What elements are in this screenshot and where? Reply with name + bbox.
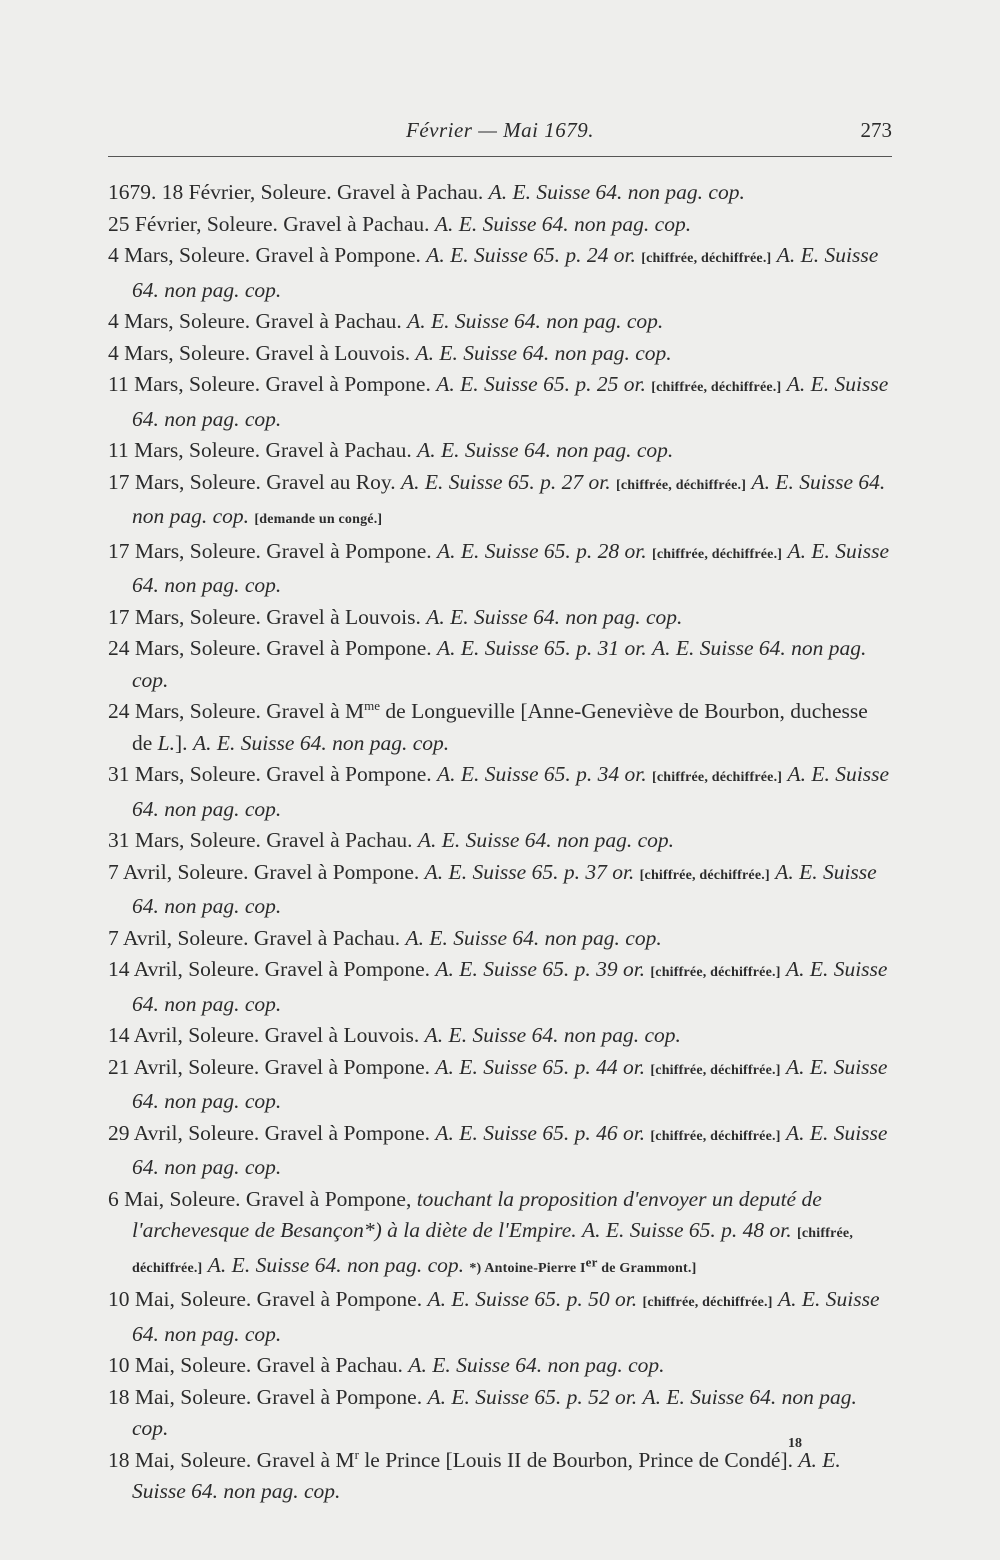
entry: 25 Février, Soleure. Gravel à Pachau. A. E. Suisse 64. non pag. cop. [108, 211, 692, 236]
entry: 1679. 18 Février, Soleure. Gravel à Pachau. A. E. Suisse 64. non pag. cop. [108, 180, 745, 204]
entry: 4 Mars, Soleure. Gravel à Pompone. A. E. Suisse 65. p. 24 or. [chiffrée, déchiffrée.] A. E. Suisse 64. non pag. cop. [108, 243, 879, 302]
entry: 17 Mars, Soleure. Gravel à Louvois. A. E. Suisse 64. non pag. cop. [108, 604, 683, 629]
entry: 4 Mars, Soleure. Gravel à Pachau. A. E. Suisse 64. non pag. cop. [108, 309, 664, 333]
entry: 10 Mai, Soleure. Gravel à Pompone. A. E. Suisse 65. p. 50 or. [chiffrée, déchiffrée.] A. E. Suisse 64. non pag. cop. [108, 1287, 880, 1346]
entry: 18 Mai, Soleure. Gravel à Pompone. A. E. Suisse 65. p. 52 or. A. E. Suisse 64. non pag. cop. [108, 1384, 857, 1440]
running-header [108, 118, 892, 152]
entry: 10 Mai, Soleure. Gravel à Pachau. A. E. Suisse 64. non pag. cop. [108, 1353, 665, 1377]
entry: 24 Mars, Soleure. Gravel à Pompone. A. E. Suisse 65. p. 31 or. A. E. Suisse 64. non pag. cop. [108, 636, 867, 692]
page-number: 273 [860, 118, 892, 142]
entry: 4 Mars, Soleure. Gravel à Louvois. A. E. Suisse 64. non pag. cop. [108, 340, 672, 365]
entry: 7 Avril, Soleure. Gravel à Pachau. A. E. Suisse 64. non pag. cop. [108, 925, 662, 950]
entry: 17 Mars, Soleure. Gravel au Roy. A. E. Suisse 65. p. 27 or. [chiffrée, déchiffrée.] A. E. Suisse 64. non pag. cop. [demande un congé.] [108, 469, 886, 528]
header-title: Février — Mai 1679. [406, 118, 594, 142]
entry: 31 Mars, Soleure. Gravel à Pompone. A. E. Suisse 65. p. 34 or. [chiffrée, déchiffrée.] A. E. Suisse 64. non pag. cop. [108, 762, 890, 821]
entry-list [108, 177, 892, 1508]
header-rule [108, 156, 892, 157]
entry: 7 Avril, Soleure. Gravel à Pompone. A. E. Suisse 65. p. 37 or. [chiffrée, déchiffrée.] A. E. Suisse 64. non pag. cop. [108, 859, 877, 918]
entry: 18 Mai, Soleure. Gravel à $M^r$ le Prince [Louis II de Bourbon, Prince de Condé]. A. E. Suisse 64. non pag. cop. [108, 1446, 841, 1503]
entry: 11 Mars, Soleure. Gravel à Pompone. A. E. Suisse 65. p. 25 or. [chiffrée, déchiffrée.] A. E. Suisse 64. non pag. cop. [108, 372, 889, 431]
entry: 17 Mars, Soleure. Gravel à Pompone. A. E. Suisse 65. p. 28 or. [chiffrée, déchiffrée.] A. E. Suisse 64. non pag. cop. [108, 538, 890, 597]
entry: 14 Avril, Soleure. Gravel à Louvois. A. E. Suisse 64. non pag. cop. [108, 1023, 681, 1047]
entry: 14 Avril, Soleure. Gravel à Pompone. A. E. Suisse 65. p. 39 or. [chiffrée, déchiffrée.] A. E. Suisse 64. non pag. cop. [108, 957, 888, 1016]
entry: 6 Mai, Soleure. Gravel à Pompone, touchant la proposition d'envoyer un deputé de l'archevesque de Besançon*) à la diète de l'Empire. A. E. Suisse 65. p. 48 or. [chiffrée, déchiffrée.] A. E. Suisse 64. non pag. cop. *) Antoine-Pierre Ier de Grammont.] [108, 1186, 854, 1277]
entry: 29 Avril, Soleure. Gravel à Pompone. A. E. Suisse 65. p. 46 or. [chiffrée, déchiffrée.] A. E. Suisse 64. non pag. cop. [108, 1120, 888, 1179]
signature-mark: 18 [788, 1436, 802, 1451]
entry: 11 Mars, Soleure. Gravel à Pachau. A. E. Suisse 64. non pag. cop. [108, 438, 674, 462]
entry: 24 Mars, Soleure. Gravel à $M^{me}$ de Longueville [Anne-Geneviève de Bourbon, duchesse de L.]. A. E. Suisse 64. non pag. cop. [108, 697, 868, 755]
entry: 31 Mars, Soleure. Gravel à Pachau. A. E. Suisse 64. non pag. cop. [108, 828, 675, 852]
entry: 21 Avril, Soleure. Gravel à Pompone. A. E. Suisse 65. p. 44 or. [chiffrée, déchiffrée.] A. E. Suisse 64. non pag. cop. [108, 1054, 888, 1113]
